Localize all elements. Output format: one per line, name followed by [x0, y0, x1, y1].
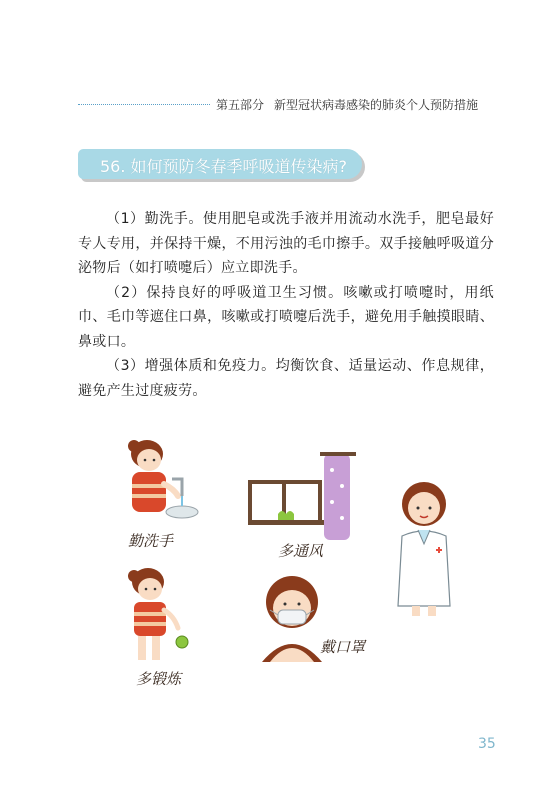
running-header [216, 96, 478, 113]
wash-hands-illustration [112, 434, 202, 529]
exercise-illustration [118, 562, 198, 670]
paragraph-2: （2）保持良好的呼吸道卫生习惯。咳嗽或打喷嚏时，用纸巾、毛巾等遮住口鼻，咳嗽或打喷嚏后洗手，避免用手触摸眼睛、鼻或口。 [78, 284, 494, 350]
ventilation-illustration [248, 452, 360, 542]
caption-exercise: 多锻炼 [136, 670, 182, 688]
header-part: 第五部分 [216, 98, 265, 112]
paragraph-3: （3）增强体质和免疫力。均衡饮食、适量运动、作息规律，避免产生过度疲劳。 [78, 358, 494, 399]
page-number: 35 [478, 736, 496, 752]
mask-illustration [254, 570, 330, 662]
doctor-illustration [388, 478, 460, 618]
question-title: 56. 如何预防冬春季呼吸道传染病? [100, 157, 348, 176]
caption-mask: 戴口罩 [320, 638, 366, 656]
body-text [78, 207, 494, 403]
caption-ventilate: 多通风 [278, 542, 324, 560]
header-title: 新型冠状病毒感染的肺炎个人预防措施 [274, 98, 479, 112]
paragraph-1: （1）勤洗手。使用肥皂或洗手液并用流动水洗手，肥皂最好专人专用，并保持干燥，不用污浊的毛巾擦手。双手接触呼吸道分泌物后（如打喷嚏后）应立即洗手。 [78, 211, 494, 276]
caption-wash-hands: 勤洗手 [128, 532, 174, 550]
question-title-banner [78, 149, 362, 179]
header-rule [78, 104, 210, 105]
